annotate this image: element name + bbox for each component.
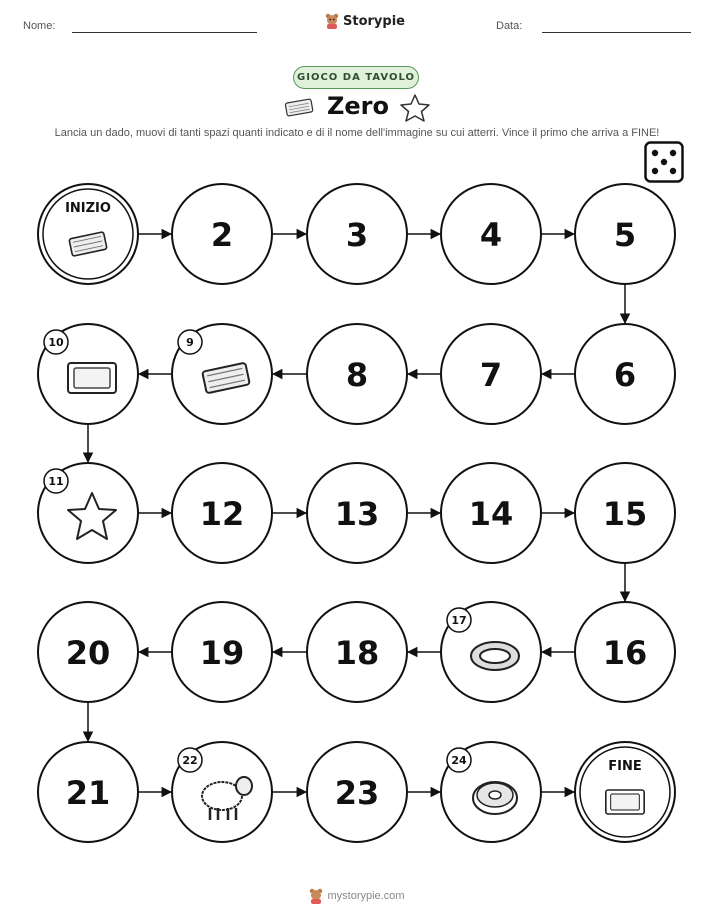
brand-name: Storypie [343,13,405,29]
board-space-11[interactable] [38,463,138,563]
board-space-14[interactable] [441,463,541,563]
footer [0,888,714,904]
space-number-12: 12 [199,495,245,533]
board-space-16[interactable] [575,602,675,702]
board-space-19[interactable] [172,602,272,702]
page-title: Zero [327,92,390,120]
space-number-2: 2 [210,216,234,254]
board-space-17[interactable] [441,602,541,702]
board-space-25[interactable] [575,742,675,842]
board-space-21[interactable] [38,742,138,842]
space-number-20: 20 [65,634,111,672]
board-space-6[interactable] [575,324,675,424]
space-number-18: 18 [334,634,380,672]
date-label: Data: [496,20,523,32]
space-number-15: 15 [602,495,648,533]
board-space-5[interactable] [575,184,675,284]
space-label-25: FINE [608,759,642,774]
space-number-14: 14 [468,495,514,533]
ring-icon [471,642,519,670]
board-space-8[interactable] [307,324,407,424]
banknote-icon [68,363,116,393]
board-space-23[interactable] [307,742,407,842]
space-number-10: 10 [48,336,64,349]
board-space-24[interactable] [441,742,541,842]
board-space-20[interactable] [38,602,138,702]
space-number-16: 16 [602,634,648,672]
space-number-4: 4 [479,216,503,254]
space-number-6: 6 [613,356,637,394]
game-type-badge: GIOCO DA TAVOLO [293,66,419,89]
board-space-10[interactable] [38,324,138,424]
space-number-24: 24 [451,754,467,767]
footer-url: mystorypie.com [327,890,405,902]
donut-icon [473,782,517,814]
space-number-21: 21 [65,774,111,812]
banknote-icon [606,790,644,814]
space-number-9: 9 [186,336,194,349]
board-space-4[interactable] [441,184,541,284]
space-number-5: 5 [613,216,637,254]
board-space-22[interactable] [172,742,272,842]
space-number-22: 22 [182,754,198,767]
board-space-9[interactable] [172,324,272,424]
space-number-23: 23 [334,774,380,812]
board-space-7[interactable] [441,324,541,424]
space-number-13: 13 [334,495,380,533]
instructions: Lancia un dado, muovi di tanti spazi quanti indicato e di il nome dell'immagine su cui atterri. Vince il primo che arriva a FINE! [54,127,660,139]
name-label: Nome: [23,20,56,32]
space-number-17: 17 [451,614,467,627]
space-number-7: 7 [479,356,503,394]
board-space-2[interactable] [172,184,272,284]
board-space-13[interactable] [307,463,407,563]
space-label-1: INIZIO [65,201,111,216]
space-number-19: 19 [199,634,245,672]
space-number-8: 8 [345,356,369,394]
board-space-3[interactable] [307,184,407,284]
board-space-15[interactable] [575,463,675,563]
bear-mascot-icon [309,888,323,904]
space-number-3: 3 [345,216,369,254]
space-number-11: 11 [48,475,64,488]
board-space-12[interactable] [172,463,272,563]
board-space-1[interactable] [38,184,138,284]
board-space-18[interactable] [307,602,407,702]
